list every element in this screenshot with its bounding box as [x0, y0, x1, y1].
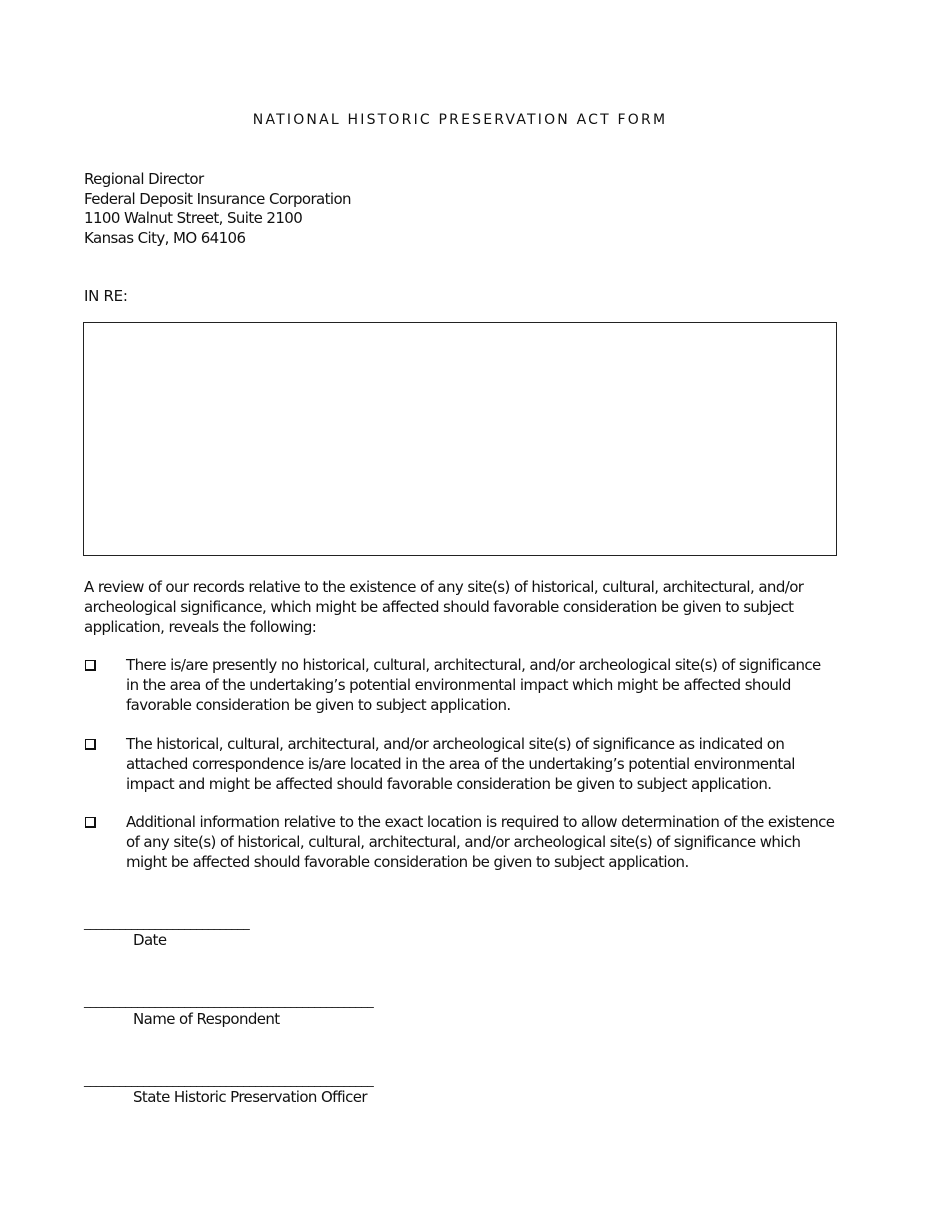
- review-paragraph: A review of our records relative to the existence of any site(s) of historical, cultural, architectural, and/or archeological significance, which might be affected should favorable consideration be given to subject application, reveals the following:: [84, 578, 804, 636]
- option-no-sites-text: There is/are presently no historical, cultural, architectural, and/or archeological site(s) of significance in the area of the undertaking’s potential environmental impact which might be affected should favorable consideration be given to subject application.: [126, 656, 821, 714]
- address-line-title: Regional Director: [84, 170, 204, 188]
- address-line-organization: Federal Deposit Insurance Corporation: [84, 189, 351, 208]
- recipient-address: [84, 170, 351, 248]
- respondent-label: Name of Respondent: [133, 1010, 280, 1028]
- page-title: NATIONAL HISTORIC PRESERVATION ACT FORM: [252, 112, 668, 128]
- date-label: Date: [133, 931, 167, 949]
- officer-signature-line[interactable]: _________________________________________________: [84, 1073, 374, 1088]
- date-signature-line[interactable]: ____________________________: [84, 916, 250, 931]
- option-sites-indicated-text: The historical, cultural, architectural, and/or archeological site(s) of significance as indicated on attached correspondence is/are located in the area of the undertaking’s potential environmental impact and might be affected should favorable consideration be given to subject application.: [126, 735, 795, 793]
- checkbox-no-sites[interactable]: [85, 660, 96, 671]
- checkbox-additional-info[interactable]: [85, 817, 96, 828]
- checkbox-sites-indicated[interactable]: [85, 739, 96, 750]
- in-re-label: IN RE:: [84, 287, 128, 305]
- in-re-field[interactable]: [83, 322, 837, 556]
- address-line-street: 1100 Walnut Street, Suite 2100: [84, 209, 303, 227]
- officer-label: State Historic Preservation Officer: [133, 1088, 367, 1106]
- address-line-city: Kansas City, MO 64106: [84, 228, 246, 247]
- respondent-signature-line[interactable]: _________________________________________________: [84, 994, 374, 1009]
- option-additional-info-text: Additional information relative to the exact location is required to allow determination of the existence of any site(s) of historical, cultural, architectural, and/or archeological site(s) of significance which might be affected should favorable consideration be given to subject application.: [126, 813, 835, 871]
